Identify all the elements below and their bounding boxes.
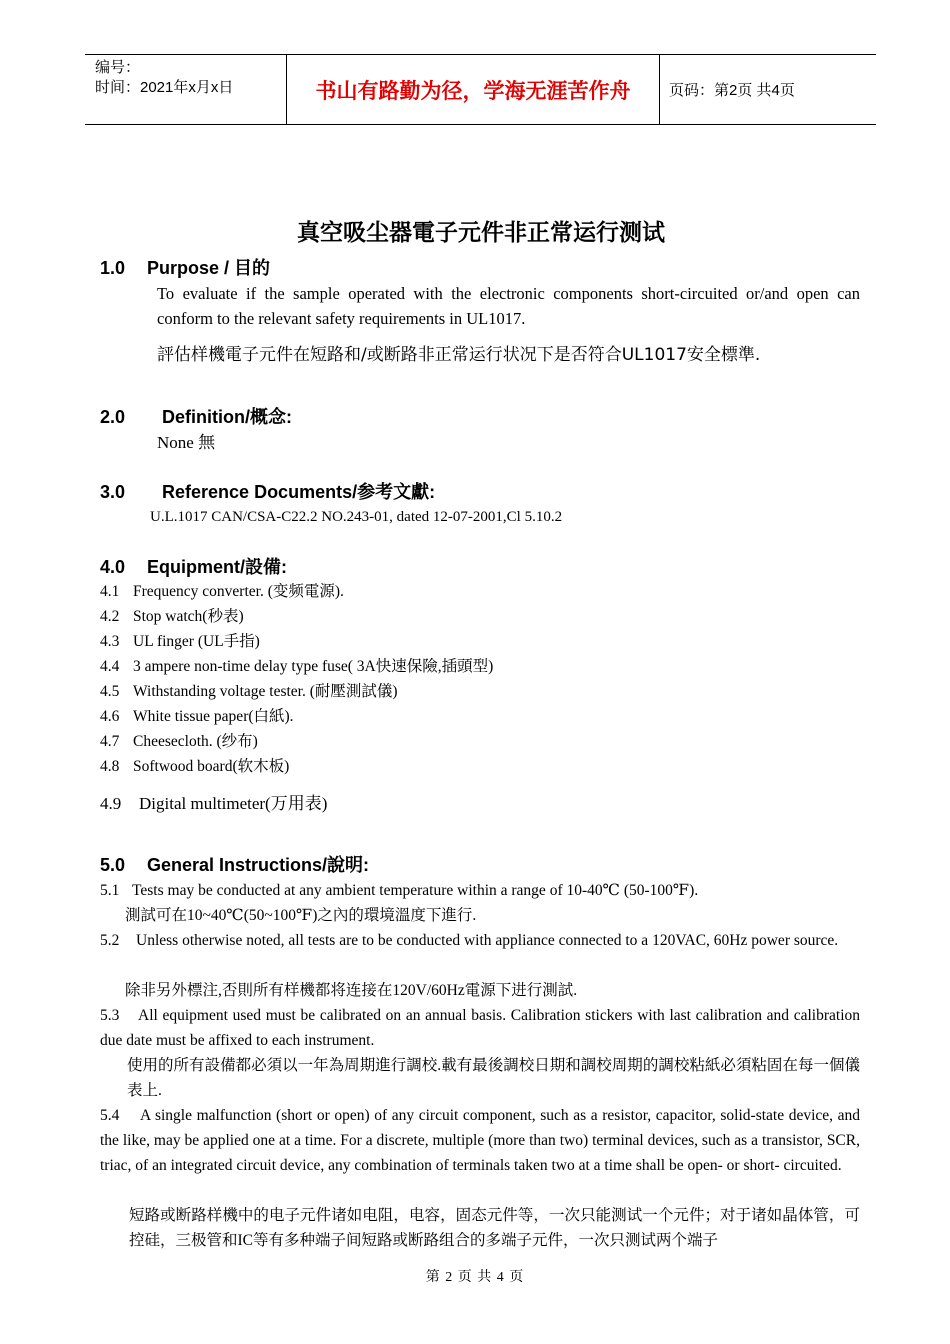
equipment-item: 4.4 3 ampere non-time delay type fuse( 3A快速保險,插頭型): [100, 658, 494, 675]
section-title: Equipment/設備:: [147, 557, 288, 577]
instruction-item: 5.2 Unless otherwise noted, all tests are to be conducted with appliance connected to a 120VAC, 60Hz power source.: [100, 932, 839, 949]
section-heading-reference: [100, 481, 435, 503]
page-title: 真空吸尘器電子元件非正常运行测试: [297, 220, 665, 246]
section-number: 2.0: [100, 407, 126, 427]
header-divider: [659, 55, 660, 124]
instruction-item-cn: 測試可在10~40℃(50~100℉)之內的環境溫度下進行.: [125, 907, 477, 924]
time-label: 时间：2021年x月x日: [95, 79, 234, 96]
section-heading-general: [100, 854, 369, 876]
equipment-item: 4.9 Digital multimeter(万用表): [100, 794, 328, 813]
section-number: 4.0: [100, 557, 126, 577]
section-number: 1.0: [100, 258, 126, 278]
instruction-item-cn: 除非另外標注,否則所有样機都将连接在120V/60Hz電源下进行測試.: [125, 982, 578, 999]
purpose-text-cn: 評估样機電子元件在短路和/或断路非正常运行状况下是否符合UL1017安全標準.: [157, 345, 761, 365]
section-number: 5.0: [100, 855, 126, 875]
header-meta: [95, 58, 285, 98]
page-header: [85, 54, 876, 125]
page-footer: 第 2 页 共 4 页: [425, 1270, 525, 1285]
equipment-item: 4.5 Withstanding voltage tester. (耐壓測試儀): [100, 683, 398, 700]
purpose-text-en: To evaluate if the sample operated with the electronic components short-circuited or/and open can conform to the relevant safety requirements in UL1017.: [157, 284, 860, 328]
instruction-item: 5.1 Tests may be conducted at any ambient temperature within a range of 10-40℃ (50-100℉).: [100, 882, 699, 899]
header-motto: 书山有路勤为径，学海无涯苦作舟: [315, 78, 631, 103]
equipment-item: 4.6 White tissue paper(白紙).: [100, 708, 294, 725]
equipment-item: 4.3 UL finger (UL手指): [100, 633, 260, 650]
number-label: 编号：: [95, 59, 141, 76]
equipment-item: 4.8 Softwood board(软木板): [100, 758, 290, 775]
equipment-item: 4.1 Frequency converter. (变频電源).: [100, 583, 344, 600]
reference-text: U.L.1017 CAN/CSA-C22.2 NO.243-01, dated 12-07-2001,Cl 5.10.2: [150, 509, 563, 525]
section-heading-purpose: [100, 257, 270, 279]
instruction-item-cn: 短路或断路样機中的电子元件诸如电阻，电容，固态元件等，一次只能测试一个元件；对于诸如晶体管，可控硅，三极管和IC等有多种端子间短路或断路组合的多端子元件，一次只测试两个端子: [129, 1207, 860, 1249]
section-heading-definition: [100, 406, 292, 428]
instruction-item: 5.3 All equipment used must be calibrated on an annual basis. Calibration stickers with last calibration and calibration due date must be affixed to each instrument.: [100, 1007, 860, 1049]
section-title: Definition/概念:: [162, 407, 292, 427]
section-title: Reference Documents/参考文獻:: [162, 482, 436, 502]
section-title: General Instructions/說明:: [147, 855, 370, 875]
section-number: 3.0: [100, 482, 126, 502]
section-heading-equipment: [100, 556, 287, 578]
instruction-item: 5.4 A single malfunction (short or open) of any circuit component, such as a resistor, capacitor, solid-state device, and the like, may be applied one at a time. For a discrete, multiple (more than two) terminal devices, such as a transistor, SCR, triac, of an integrated circuit device, any combination of terminals taken two at a time shall be open- or short- circuited.: [100, 1107, 860, 1174]
definition-text: None 無: [157, 433, 216, 452]
section-title: Purpose / 目的: [147, 258, 271, 278]
instruction-item-cn: 使用的所有設備都必須以一年為周期進行調校.載有最後調校日期和調校周期的調校粘紙必須粘固在每一個儀表上.: [127, 1057, 860, 1099]
equipment-item: 4.7 Cheesecloth. (纱布): [100, 733, 258, 750]
header-page-info: 页码：第2页 共4页: [669, 82, 795, 99]
equipment-item: 4.2 Stop watch(秒表): [100, 608, 244, 625]
